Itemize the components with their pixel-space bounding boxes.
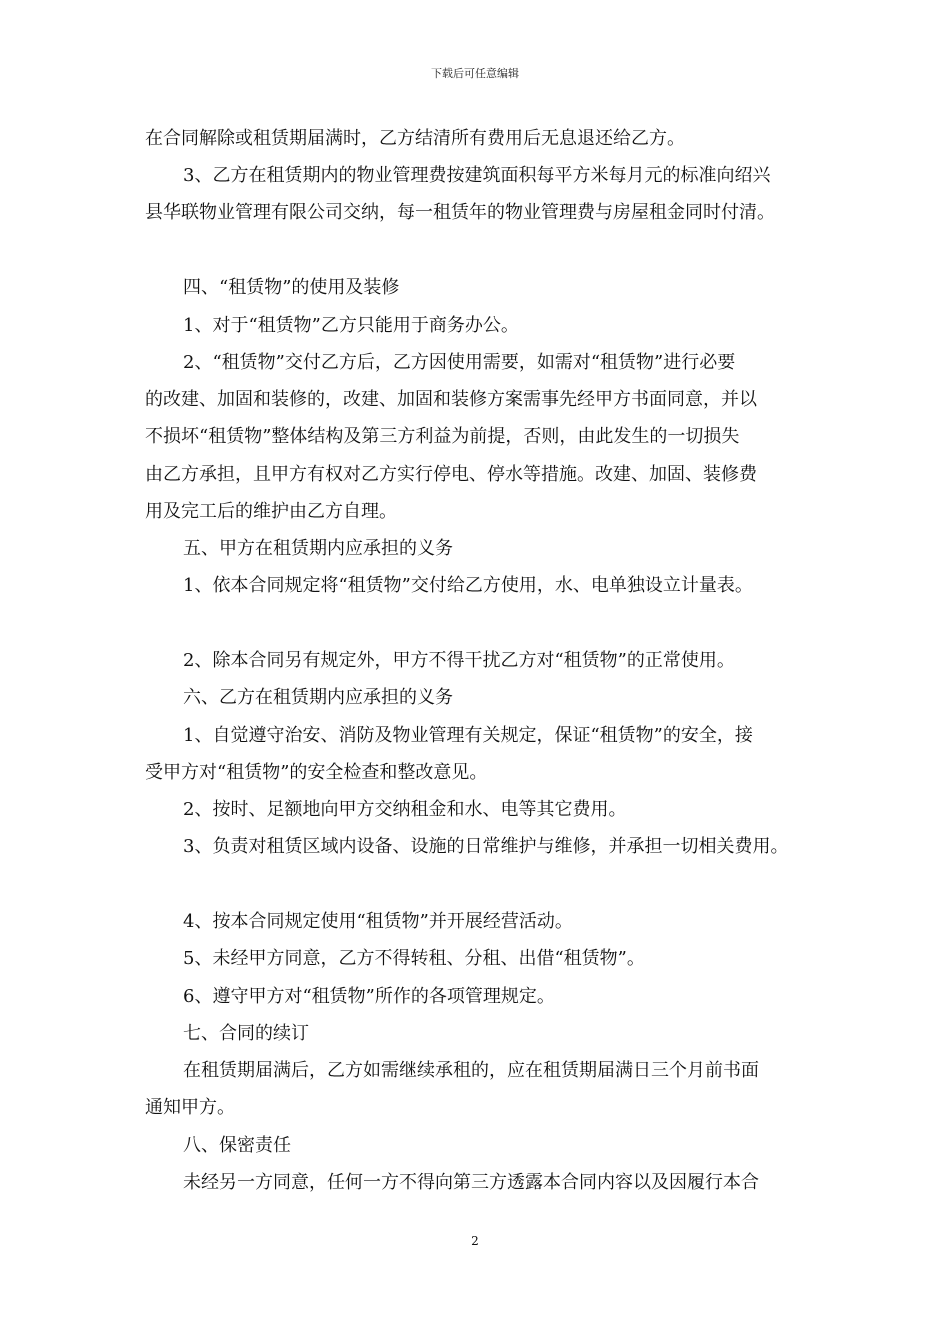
section-heading: 六、乙方在租赁期内应承担的义务 [183, 687, 453, 708]
paragraph-line: 1、对于“租赁物”乙方只能用于商务办公。 [183, 315, 519, 336]
paragraph-line: 由乙方承担，且甲方有权对乙方实行停电、停水等措施。改建、加固、装修费 [145, 464, 757, 485]
section-heading: 五、甲方在租赁期内应承担的义务 [183, 538, 453, 559]
paragraph-line: 2、按时、足额地向甲方交纳租金和水、电等其它费用。 [183, 799, 627, 820]
paragraph-line: 2、“租赁物”交付乙方后，乙方因使用需要，如需对“租赁物”进行必要 [183, 352, 736, 373]
paragraph-line: 受甲方对“租赁物”的安全检查和整改意见。 [145, 762, 488, 783]
paragraph-line: 不损坏“租赁物”整体结构及第三方利益为前提，否则，由此发生的一切损失 [145, 426, 740, 447]
paragraph-line: 3、乙方在租赁期内的物业管理费按建筑面积每平方米每月元的标准向绍兴 [183, 165, 771, 186]
paragraph-line: 在租赁期届满后，乙方如需继续承租的，应在租赁期届满日三个月前书面 [183, 1060, 759, 1081]
page-header: 下载后可任意编辑 [431, 67, 519, 80]
paragraph-line: 未经另一方同意，任何一方不得向第三方透露本合同内容以及因履行本合 [183, 1172, 759, 1193]
paragraph-line: 3、负责对租赁区域内设备、设施的日常维护与维修，并承担一切相关费用。 [183, 836, 789, 857]
page-number: 2 [471, 1234, 479, 1248]
section-heading: 八、保密责任 [183, 1135, 291, 1156]
paragraph-line: 通知甲方。 [145, 1097, 235, 1118]
paragraph-line: 1、自觉遵守治安、消防及物业管理有关规定，保证“租赁物”的安全，接 [183, 725, 753, 746]
paragraph-line: 用及完工后的维护由乙方自理。 [145, 501, 397, 522]
paragraph-line: 县华联物业管理有限公司交纳，每一租赁年的物业管理费与房屋租金同时付清。 [145, 202, 775, 223]
paragraph-line: 在合同解除或租赁期届满时，乙方结清所有费用后无息退还给乙方。 [145, 128, 685, 149]
section-heading: 四、“租赁物”的使用及装修 [183, 277, 400, 298]
paragraph-line: 1、依本合同规定将“租赁物”交付给乙方使用，水、电单独设立计量表。 [183, 575, 753, 596]
paragraph-line: 2、除本合同另有规定外，甲方不得干扰乙方对“租赁物”的正常使用。 [183, 650, 735, 671]
paragraph-line: 的改建、加固和装修的，改建、加固和装修方案需事先经甲方书面同意，并以 [145, 389, 757, 410]
paragraph-line: 5、未经甲方同意，乙方不得转租、分租、出借“租赁物”。 [183, 948, 645, 969]
paragraph-line: 6、遵守甲方对“租赁物”所作的各项管理规定。 [183, 986, 555, 1007]
section-heading: 七、合同的续订 [183, 1023, 309, 1044]
paragraph-line: 4、按本合同规定使用“租赁物”并开展经营活动。 [183, 911, 573, 932]
